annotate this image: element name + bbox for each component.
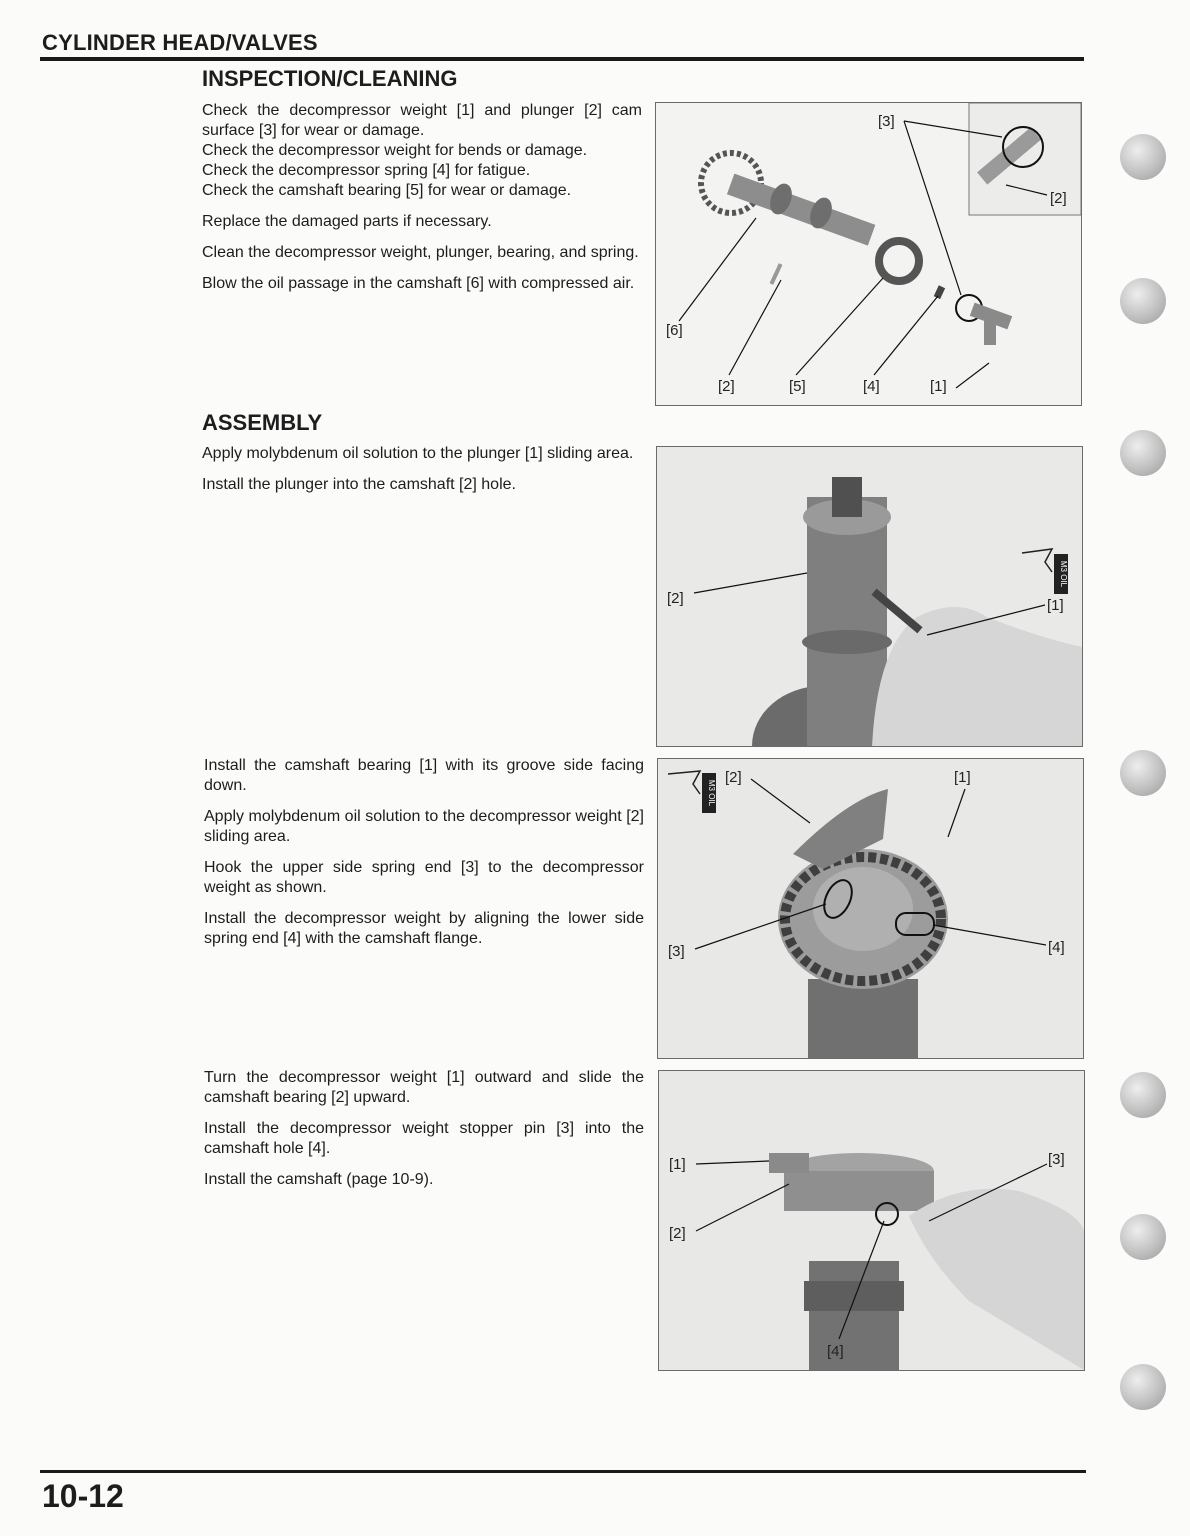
bearing-inner-race xyxy=(813,867,913,951)
binder-tab-6 xyxy=(1120,1214,1166,1260)
decompressor-spring xyxy=(934,285,945,299)
fig-decomp-label-4: [4] xyxy=(1048,939,1065,956)
assembly-step3-line-1: Turn the decompressor weight [1] outward and slide the camshaft bearing [2] upward. xyxy=(204,1069,644,1106)
assembly-step3-text xyxy=(204,1068,644,1201)
fig-stopper-label-4: [4] xyxy=(827,1343,844,1360)
binder-tab-4 xyxy=(1120,750,1166,796)
assembly-step3-line-2: Install the decompressor weight stopper pin [3] into the camshaft hole [4]. xyxy=(204,1120,644,1157)
decompressor-install-illustration xyxy=(658,759,1083,1058)
fig-stopper-label-1: [1] xyxy=(669,1156,686,1173)
binder-tab-3 xyxy=(1120,430,1166,476)
fig-insp-label-4: [4] xyxy=(863,378,880,395)
assembly-step2-text xyxy=(204,756,644,960)
section-title: CYLINDER HEAD/VALVES xyxy=(42,30,318,55)
stopper-pin-illustration xyxy=(659,1071,1084,1370)
assembly-step2-line-4: Install the decompressor weight by aligning the lower side spring end [4] with the camshaft flange. xyxy=(204,910,644,947)
fig-stopper-label-2: [2] xyxy=(669,1225,686,1242)
decompressor-weight-tab xyxy=(984,321,996,345)
assembly-step1-text xyxy=(202,444,642,506)
plunger-install-illustration xyxy=(657,447,1082,746)
fig-insp-label-6: [6] xyxy=(666,322,683,339)
fig-insp-label-3: [3] xyxy=(878,113,895,130)
camshaft-journal xyxy=(802,630,892,654)
header-rule xyxy=(40,57,1084,61)
inspection-clean: Clean the decompressor weight, plunger, bearing, and spring. xyxy=(202,244,639,261)
inspection-blow: Blow the oil passage in the camshaft [6] with compressed air. xyxy=(202,275,635,292)
assembly-heading: ASSEMBLY xyxy=(202,410,323,435)
fig-insp-label-2: [2] xyxy=(718,378,735,395)
inspection-text xyxy=(202,101,642,305)
footer-rule xyxy=(40,1470,1086,1473)
fig-decomp-label-2: [2] xyxy=(725,769,742,786)
camshaft-lower xyxy=(809,1261,899,1370)
svg-text:M3 OIL: M3 OIL xyxy=(707,779,716,807)
inspection-parts-illustration xyxy=(656,103,1081,405)
fig-stopper-label-3: [3] xyxy=(1048,1151,1065,1168)
fig-plunger-label-2: [2] xyxy=(667,590,684,607)
stopper-pin-figure xyxy=(658,1070,1085,1371)
bearing-side xyxy=(784,1171,934,1211)
fig-insp-label-5: [5] xyxy=(789,378,806,395)
inspection-parts-figure xyxy=(655,102,1082,406)
cam-lobe xyxy=(804,1281,904,1311)
fig-decomp-label-1: [1] xyxy=(954,769,971,786)
camshaft-bearing xyxy=(879,241,919,281)
assembly-step3-line-3: Install the camshaft (page 10-9). xyxy=(204,1171,434,1188)
binder-tab-1 xyxy=(1120,134,1166,180)
inspection-line-3: Check the decompressor spring [4] for fatigue. xyxy=(202,162,531,179)
camshaft-below xyxy=(808,979,918,1058)
decompressor-weight-turned xyxy=(769,1153,809,1173)
fig-insp-label-1: [1] xyxy=(930,378,947,395)
fig-decomp-label-3: [3] xyxy=(668,943,685,960)
camshaft-tip xyxy=(832,477,862,517)
fig-insp-label-2-inset: [2] xyxy=(1050,190,1067,207)
decompressor-install-figure xyxy=(657,758,1084,1059)
inspection-line-4: Check the camshaft bearing [5] for wear or damage. xyxy=(202,182,572,199)
assembly-step1-line-2: Install the plunger into the camshaft [2] hole. xyxy=(202,476,516,493)
assembly-step1-line-1: Apply molybdenum oil solution to the plunger [1] sliding area. xyxy=(202,445,634,462)
inspection-replace: Replace the damaged parts if necessary. xyxy=(202,213,492,230)
fig-plunger-label-1: [1] xyxy=(1047,597,1064,614)
inspection-line-1: Check the decompressor weight [1] and plunger [2] cam surface [3] for wear or damage. xyxy=(202,102,642,139)
svg-text:M3 OIL: M3 OIL xyxy=(1059,560,1068,588)
assembly-step2-line-3: Hook the upper side spring end [3] to the decompressor weight as shown. xyxy=(204,859,644,896)
binder-tab-2 xyxy=(1120,278,1166,324)
binder-tab-7 xyxy=(1120,1364,1166,1410)
binder-tab-5 xyxy=(1120,1072,1166,1118)
assembly-step2-line-2: Apply molybdenum oil solution to the decompressor weight [2] sliding area. xyxy=(204,808,644,845)
page-number: 10-12 xyxy=(42,1478,124,1514)
plunger-install-figure xyxy=(656,446,1083,747)
inspection-heading: INSPECTION/CLEANING xyxy=(202,66,458,91)
inspection-line-2: Check the decompressor weight for bends or damage. xyxy=(202,142,588,159)
assembly-step2-line-1: Install the camshaft bearing [1] with its groove side facing down. xyxy=(204,757,644,794)
